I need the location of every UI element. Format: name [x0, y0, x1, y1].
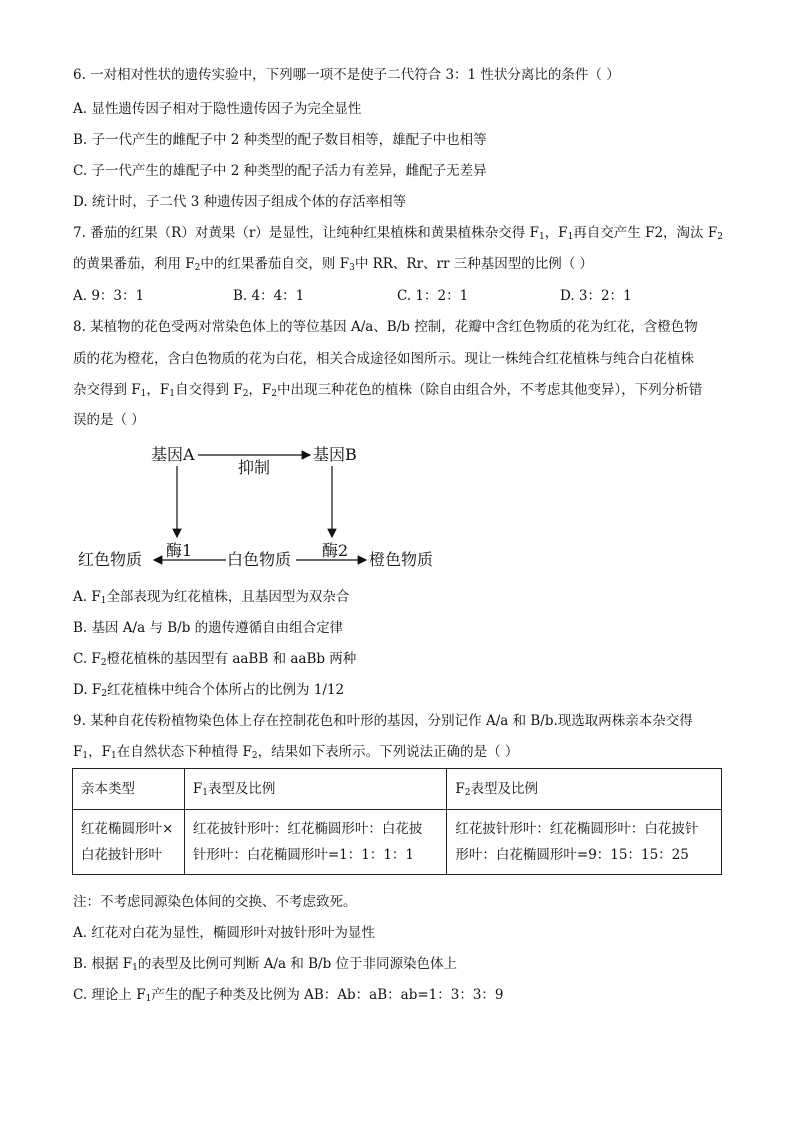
enzyme2-label: 酶2 [322, 541, 349, 560]
q7-option-a: A. 9：3：1 [73, 288, 145, 304]
q8-option-a: A. $F_1$全部表现为红花植株，且基因型为双杂合 [73, 589, 350, 606]
pathway-diagram [70, 440, 450, 580]
q8-option-b: B. 基因 A/a 与 B/b 的遗传遵循自由组合定律 [73, 620, 344, 636]
q9-stem-line1: 9. 某种自花传粉植物染色体上存在控制花色和叶形的基因，分别记作 A/a 和 B/b.现选取两株亲本杂交得 [73, 713, 693, 729]
q9-note: 注：不考虑同源染色体间的交换、不考虑致死。 [73, 894, 357, 910]
table-row [73, 810, 722, 875]
cell-parent-type: 红花椭圆形叶× 白花披针形叶 [73, 810, 185, 875]
q6-option-c: C. 子一代产生的雄配子中 2 种类型的配子活力有差异，雌配子无差异 [73, 163, 487, 179]
q8-stem-line3: 杂交得到 $F_1$，$F_1$自交得到 $F_2$，$F_2$中出现三种花色的植株（除自由组合外，不考虑其他变异），下列分析错 [73, 382, 703, 399]
q6-stem: 6. 一对相对性状的遗传实验中，下列哪一项不是使子二代符合 3：1 性状分离比的条件（ ） [73, 67, 620, 83]
header-f1: $F_1$表型及比例 [184, 769, 447, 810]
orange-substance-label: 橙色物质 [369, 550, 434, 569]
cell-f1-phenotypes: 红花披针形叶：红花椭圆形叶：白花披 针形叶：白花椭圆形叶=1：1：1：1 [184, 810, 447, 875]
q6-option-d: D. 统计时，子二代 3 种遗传因子组成个体的存活率相等 [73, 194, 407, 210]
q7-option-b: B. 4：4：1 [233, 288, 305, 304]
q7-stem-line1: 7. 番茄的红果（R）对黄果（r）是显性，让纯种红果植株和黄果植株杂交得 $F_1$，$F_1$再自交产生 F2，淘汰 $F_2$ [73, 225, 723, 242]
q8-stem-line2: 质的花为橙花，含白色物质的花为白花，相关合成途径如图所示。现让一株纯合红花植株与纯合白花植株 [73, 351, 694, 367]
cell-f2-phenotypes: 红花披针形叶：红花椭圆形叶：白花披针 形叶：白花椭圆形叶=9：15：15：25 [447, 810, 722, 875]
q7-option-c: C. 1：2：1 [397, 288, 469, 304]
q9-option-a: A. 红花对白花为显性，椭圆形叶对披针形叶为显性 [73, 925, 375, 941]
q7-option-d: D. 3：2：1 [560, 288, 632, 304]
gene-a-label: 基因A [151, 445, 195, 464]
q7-stem-line2: 的黄果番茄，利用 $F_2$中的红果番茄自交，则 $F_3$中 RR、Rr、rr 三种基因型的比例（ ） [73, 256, 594, 273]
inhibit-label: 抑制 [238, 458, 271, 477]
q8-stem-line4: 误的是（ ） [73, 412, 145, 428]
q9-option-b: B. 根据 $F_1$的表型及比例可判断 A/a 和 B/b 位于非同源染色体上 [73, 956, 458, 973]
header-parent-type: 亲本类型 [73, 769, 185, 810]
q8-stem-line1: 8. 某植物的花色受两对常染色体上的等位基因 A/a、B/b 控制，花瓣中含红色物质的花为红花，含橙色物 [73, 319, 698, 335]
q9-option-c: C. 理论上 $F_1$产生的配子种类及比例为 AB：Ab：aB：ab=1：3：3：9 [73, 987, 504, 1004]
header-f2: $F_2$表型及比例 [447, 769, 722, 810]
q9-stem-line2: $F_1$，$F_1$在自然状态下种植得 $F_2$，结果如下表所示。下列说法正确的是（ ） [73, 744, 519, 761]
enzyme1-label: 酶1 [166, 541, 193, 560]
q6-option-b: B. 子一代产生的雌配子中 2 种类型的配子数目相等，雄配子中也相等 [73, 132, 487, 148]
results-table [72, 768, 722, 875]
q8-option-d: D. $F_2$红花植株中纯合个体所占的比例为 1/12 [73, 682, 345, 699]
white-substance-label: 白色物质 [227, 550, 292, 569]
gene-b-label: 基因B [313, 445, 357, 464]
q8-option-c: C. $F_2$橙花植株的基因型有 aaBB 和 aaBb 两种 [73, 651, 357, 668]
table-header-row [73, 769, 722, 810]
q6-option-a: A. 显性遗传因子相对于隐性遗传因子为完全显性 [73, 101, 362, 117]
red-substance-label: 红色物质 [78, 550, 143, 569]
q7-options [73, 287, 733, 305]
